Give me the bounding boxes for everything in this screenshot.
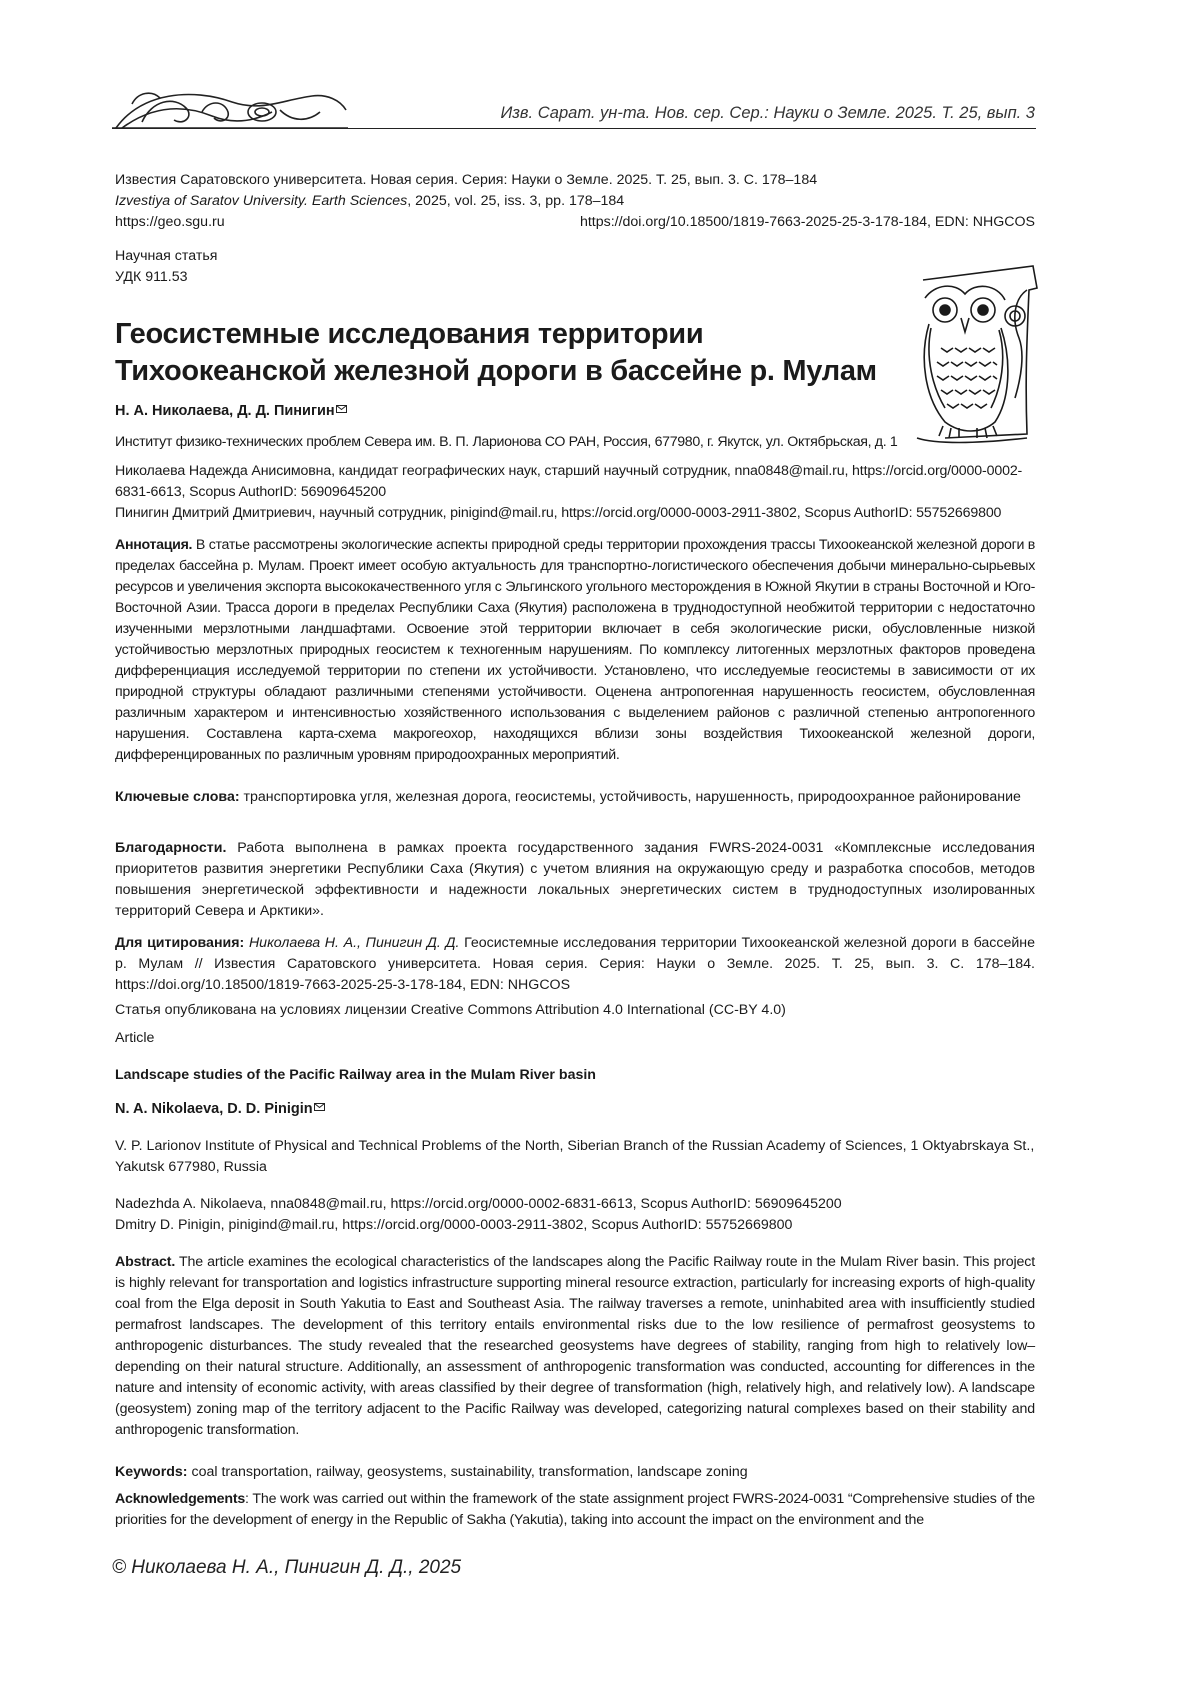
udc-code: УДК 911.53	[115, 269, 188, 285]
ack-ru-text: Работа выполнена в рамках проекта государственного задания FWRS-2024-0031 «Комплексные исследования приоритетов развития энергетики Республики Саха (Якутия) с учетом влияния на окружающую среду и разработка способов, методов повышения энергетической эффективности и надежности локальных энергетических систем в труднодоступных изолированных территорий Севера и Арктики».	[115, 840, 1035, 919]
article-type-en: Article	[115, 1030, 155, 1046]
ack-en-label: Acknowledgements	[115, 1491, 246, 1507]
journal-ornament-logo	[112, 82, 348, 144]
authors-en	[115, 1101, 325, 1117]
abstract-ru-text: В статье рассмотрены экологические аспекты природной среды территории прохождения трассы Тихоокеанской железной дороги в пределах бассейна р. Мулам. Проект имеет особую актуальность для транспортно-логистического обеспечения добычи минерально-сырьевых ресурсов и увеличения экспорта высококачественного угля с Эльгинского угольного месторождения в Южной Якутии в страны Восточной и Юго-Восточной Азии. Трасса дороги в пределах Республики Саха (Якутия) расположена в труднодоступной необжитой территории с недостаточно изученными мерзлотными ландшафтами. Освоение этой территории включает в себя экологические риски, обусловленные низкой устойчивостью мерзлотных природных геосистем к техногенным нарушениям. По комплексу литогенных мерзлотных факторов проведена дифференциация исследуемой территории по степени их устойчивости. Установлено, что исследуемые геосистемы в зависимости от их природной структуры обладают различными степенями устойчивости. Оценена антропогенная нарушенность геосистем, обусловленная различным характером и интенсивностью хозяйственного использования с выделением районов с различной степенью антропогенного нарушения. Составлена карта-схема макрогеохор, находящихся вблизи зоны воздействия Тихоокеанской железной дороги, дифференцированных по различным уровням природоохранных мероприятий.	[115, 537, 1035, 763]
title-ru-line-2: Тихоокеанской железной дороги в бассейне р. Мулам	[115, 355, 877, 387]
acknowledgements-ru	[115, 838, 1035, 922]
envelope-icon	[314, 1103, 325, 1111]
abstract-en-label: Abstract.	[115, 1254, 176, 1270]
title-ru-line-1: Геосистемные исследования территории	[115, 318, 704, 350]
authors-ru-names: Н. А. Николаева, Д. Д. Пинигин	[115, 403, 335, 419]
authors-en-names: N. A. Nikolaeva, D. D. Pinigin	[115, 1101, 313, 1117]
acknowledgements-en	[115, 1489, 1035, 1531]
article-title-en: Landscape studies of the Pacific Railway area in the Mulam River basin	[115, 1067, 596, 1083]
license-ru: Статья опубликована на условиях лицензии Creative Commons Attribution 4.0 International (CC-BY 4.0)	[115, 1002, 786, 1018]
cite-ru-label: Для цитирования:	[115, 935, 245, 951]
citation-en-rest: , 2025, vol. 25, iss. 3, pp. 178–184	[407, 193, 625, 209]
author2-en: Dmitry D. Pinigin, pinigind@mail.ru, https://orcid.org/0000-0003-2911-3802, Scopus AuthorID: 55752669800	[115, 1217, 793, 1233]
running-journal-title: Изв. Сарат. ун-та. Нов. сер. Сер.: Науки о Земле. 2025. Т. 25, вып. 3	[500, 104, 1035, 122]
citation-meta-block	[115, 170, 1035, 233]
affiliation-en: V. P. Larionov Institute of Physical and Technical Problems of the North, Siberian Branch of the Russian Academy of Sciences, 1 Oktyabrskaya St., Yakutsk 677980, Russia	[115, 1138, 1035, 1175]
author2-ru: Пинигин Дмитрий Дмитриевич, научный сотрудник, pinigind@mail.ru, https://orcid.org/0000-0003-2911-3802, Scopus AuthorID: 55752669800	[115, 505, 1002, 521]
keywords-ru	[115, 787, 1035, 808]
ack-ru-label: Благодарности.	[115, 840, 227, 856]
envelope-icon	[336, 405, 347, 413]
abstract-ru-label: Аннотация.	[115, 537, 193, 553]
keywords-en	[115, 1462, 1035, 1483]
citation-recommendation-ru	[115, 933, 1035, 996]
copyright-notice: © Николаева Н. А., Пинигин Д. Д., 2025	[112, 1557, 462, 1578]
authors-ru	[115, 403, 347, 419]
citation-en-journal: Izvestiya of Saratov University. Earth Sciences	[115, 193, 408, 209]
author1-en: Nadezhda A. Nikolaeva, nna0848@mail.ru, https://orcid.org/0000-0002-6831-6613, Scopus AuthorID: 56909645200	[115, 1196, 842, 1212]
citation-en	[115, 191, 1035, 212]
article-type-block	[115, 246, 1035, 288]
keywords-ru-label: Ключевые слова:	[115, 789, 240, 805]
article-title-ru	[115, 316, 915, 390]
abstract-ru	[115, 535, 1035, 766]
links-row	[115, 212, 1035, 233]
cite-ru-text: Геосистемные исследования территории Тихоокеанской железной дороги в бассейне р. Мулам // Известия Саратовского университета. Новая серия. Серия: Науки о Земле. 2025. Т. 25, вып. 3. С. 178–184. https://doi.org/10.18500/1819-7663-2025-25-3-178-184, EDN: NHGCOS	[115, 935, 1036, 993]
cite-ru-authors: Николаева Н. А., Пинигин Д. Д.	[248, 935, 460, 951]
site-link[interactable]: https://geo.sgu.ru	[115, 214, 225, 230]
citation-ru: Известия Саратовского университета. Новая серия. Серия: Науки о Земле. 2025. Т. 25, вып. 3. С. 178–184	[115, 172, 818, 188]
author-info-ru	[115, 461, 1035, 524]
article-type: Научная статья	[115, 248, 218, 264]
keywords-ru-text: транспортировка угля, железная дорога, геосистемы, устойчивость, нарушенность, природоохранное районирование	[243, 789, 1021, 805]
author-info-en	[115, 1194, 1035, 1236]
doi-link[interactable]: https://doi.org/10.18500/1819-7663-2025-25-3-178-184, EDN: NHGCOS	[579, 214, 1035, 230]
abstract-en	[115, 1252, 1035, 1441]
author1-ru-line-2: 6831-6613, Scopus AuthorID: 56909645200	[115, 484, 387, 500]
owl-illustration	[915, 258, 1041, 446]
keywords-en-text: coal transportation, railway, geosystems, sustainability, transformation, landscape zoning	[191, 1464, 748, 1480]
keywords-en-label: Keywords:	[115, 1464, 188, 1480]
header-rule	[112, 128, 1036, 129]
abstract-en-text: The article examines the ecological characteristics of the landscapes along the Pacific Railway route in the Mulam River basin. This project is highly relevant for transportation and logistics infrastructure supporting mineral resource extraction, particularly for increasing exports of high-quality coal from the Elga deposit in South Yakutia to East and Southeast Asia. The railway traverses a remote, uninhabited area with insufficiently studied permafrost landscapes. The development of this territory entails environmental risks due to the low resilience of permafrost geosystems to anthropogenic disturbances. The study revealed that the researched geosystems have degrees of stability, ranging from high to relatively low–depending on their natural structure. Additionally, an assessment of anthropogenic transformation was conducted, accounting for differences in the nature and intensity of economic activity, with areas classified by their degree of transformation (high, relatively high, and relatively low). A landscape (geosystem) zoning map of the territory adjacent to the Pacific Railway was developed, categorizing natural complexes based on their stability and anthropogenic transformation.	[115, 1254, 1035, 1438]
author1-ru-line-1: Николаева Надежда Анисимовна, кандидат географических наук, старший научный сотрудник, nna0848@mail.ru, https://orcid.org/0000-0002-	[115, 463, 1023, 479]
affiliation-ru: Институт физико-технических проблем Севера им. В. П. Ларионова СО РАН, Россия, 677980, г. Якутск, ул. Октябрьская, д. 1	[115, 434, 898, 450]
ack-en-text: : The work was carried out within the framework of the state assignment project FWRS-2024-0031 “Comprehensive studies of the priorities for the development of energy in the Republic of Sakha (Yakutia), taking into account the impact on the environment and the	[115, 1491, 1035, 1528]
